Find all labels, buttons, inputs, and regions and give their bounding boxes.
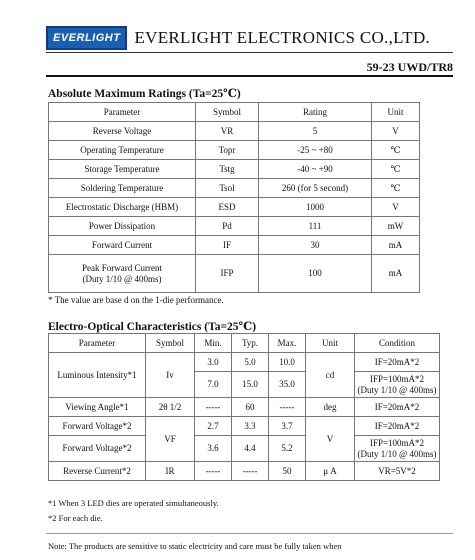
cell: IR: [146, 462, 195, 481]
header-cell: Symbol: [146, 334, 195, 353]
condition-line: (Duty 1/10 @ 400ms): [357, 448, 437, 459]
cell: cd: [306, 353, 355, 398]
cell: Operating Temperature: [49, 141, 196, 160]
cell: [49, 255, 196, 293]
condition-line: (Duty 1/10 @ 400ms): [357, 384, 437, 395]
cell: [355, 436, 440, 462]
cell: Topr: [196, 141, 259, 160]
cell: 3.6: [195, 436, 232, 462]
cell: 2.7: [195, 417, 232, 436]
abs-max-title: Absolute Maximum Ratings (Ta=25℃): [48, 88, 241, 100]
cell: ESD: [196, 198, 259, 217]
cell: 50: [269, 462, 306, 481]
table-row: [49, 462, 440, 481]
cell: V: [372, 122, 420, 141]
table-row: [49, 217, 420, 236]
cell: -25 ~ +80: [259, 141, 372, 160]
peak-line-1: Peak Forward Current: [82, 262, 162, 273]
header-divider: [46, 52, 453, 53]
cell: IF=20mA*2: [355, 398, 440, 417]
bottom-divider: [46, 533, 453, 534]
cell: 3.3: [232, 417, 269, 436]
cell: Soldering Temperature: [49, 179, 196, 198]
cell: Iv: [146, 353, 195, 398]
static-note: Note: The products are sensitive to static electricity and care must be fully taken when: [48, 541, 342, 551]
cell: VR: [196, 122, 259, 141]
cell: 111: [259, 217, 372, 236]
cell: 260 (for 5 second): [259, 179, 372, 198]
cell: Tstg: [196, 160, 259, 179]
table-row: [49, 141, 420, 160]
cell: 35.0: [269, 372, 306, 398]
table-row: [49, 160, 420, 179]
cell: -----: [269, 398, 306, 417]
cell: mW: [372, 217, 420, 236]
cell: 3.7: [269, 417, 306, 436]
abs-max-table: [48, 102, 420, 293]
eo-table: [48, 333, 440, 481]
table-row: [49, 179, 420, 198]
header-cell: Unit: [372, 103, 420, 122]
cell: 100: [259, 255, 372, 293]
condition-line: IFP=100mA*2: [369, 437, 425, 448]
table-header-row: [49, 334, 440, 353]
cell: V: [372, 198, 420, 217]
header-cell: Parameter: [49, 103, 196, 122]
header-cell: Typ.: [232, 334, 269, 353]
cell: 60: [232, 398, 269, 417]
part-divider: [46, 75, 453, 77]
cell: ℃: [372, 141, 420, 160]
cell: IF=20mA*2: [355, 417, 440, 436]
cell: 2θ 1/2: [146, 398, 195, 417]
cell: IF=20mA*2: [355, 353, 440, 372]
header-cell: Parameter: [49, 334, 146, 353]
cell: 4.4: [232, 436, 269, 462]
cell: 5.0: [232, 353, 269, 372]
table-row: [49, 353, 440, 372]
header-cell: Symbol: [196, 103, 259, 122]
cell: VR=5V*2: [355, 462, 440, 481]
cell: 10.0: [269, 353, 306, 372]
cell: -----: [195, 398, 232, 417]
cell: mA: [372, 236, 420, 255]
cell: Pd: [196, 217, 259, 236]
footnote-1: *1 When 3 LED dies are operated simultaneously.: [48, 498, 219, 508]
company-name: EVERLIGHT ELECTRONICS CO.,LTD.: [134, 28, 431, 47]
cell: IFP: [196, 255, 259, 293]
table-row: [49, 436, 440, 462]
cell: Forward Voltage*2: [49, 436, 146, 462]
cell: -----: [195, 462, 232, 481]
table-row: [49, 255, 420, 293]
cell: Power Dissipation: [49, 217, 196, 236]
header-cell: Condition: [355, 334, 440, 353]
everlight-logo: EVERLIGHT: [46, 26, 127, 50]
cell: Reverse Voltage: [49, 122, 196, 141]
cell: VF: [146, 417, 195, 462]
table-row: [49, 417, 440, 436]
cell: μ A: [306, 462, 355, 481]
cell: Forward Current: [49, 236, 196, 255]
part-number: 59-23 UWD/TR8: [366, 60, 453, 74]
cell: -----: [232, 462, 269, 481]
peak-line-2: (Duty 1/10 @ 400ms): [82, 273, 162, 284]
cell: Storage Temperature: [49, 160, 196, 179]
cell: mA: [372, 255, 420, 293]
table-row: [49, 122, 420, 141]
table-row: [49, 236, 420, 255]
header-cell: Rating: [259, 103, 372, 122]
cell: 3.0: [195, 353, 232, 372]
header-cell: Unit: [306, 334, 355, 353]
header: [46, 26, 463, 50]
cell: Reverse Current*2: [49, 462, 146, 481]
header-cell: Min.: [195, 334, 232, 353]
table-row: [49, 198, 420, 217]
cell: Electrostatic Discharge (HBM): [49, 198, 196, 217]
cell: Luminous Intensity*1: [49, 353, 146, 398]
cell: 5.2: [269, 436, 306, 462]
cell: Viewing Angle*1: [49, 398, 146, 417]
cell: Forward Voltage*2: [49, 417, 146, 436]
cell: 7.0: [195, 372, 232, 398]
eo-title: Electro-Optical Characteristics (Ta=25℃): [48, 321, 257, 333]
footnote-2: *2 For each die.: [48, 513, 103, 523]
cell: 1000: [259, 198, 372, 217]
cell: deg: [306, 398, 355, 417]
table-header-row: [49, 103, 420, 122]
cell: -40 ~ +90: [259, 160, 372, 179]
cell: 5: [259, 122, 372, 141]
cell: 30: [259, 236, 372, 255]
cell: V: [306, 417, 355, 462]
cell: [355, 372, 440, 398]
abs-max-note: * The value are base d on the 1-die performance.: [48, 295, 224, 305]
header-cell: Max.: [269, 334, 306, 353]
cell: ℃: [372, 160, 420, 179]
cell: ℃: [372, 179, 420, 198]
cell: IF: [196, 236, 259, 255]
table-row: [49, 398, 440, 417]
condition-line: IFP=100mA*2: [369, 373, 425, 384]
cell: 15.0: [232, 372, 269, 398]
cell: Tsol: [196, 179, 259, 198]
